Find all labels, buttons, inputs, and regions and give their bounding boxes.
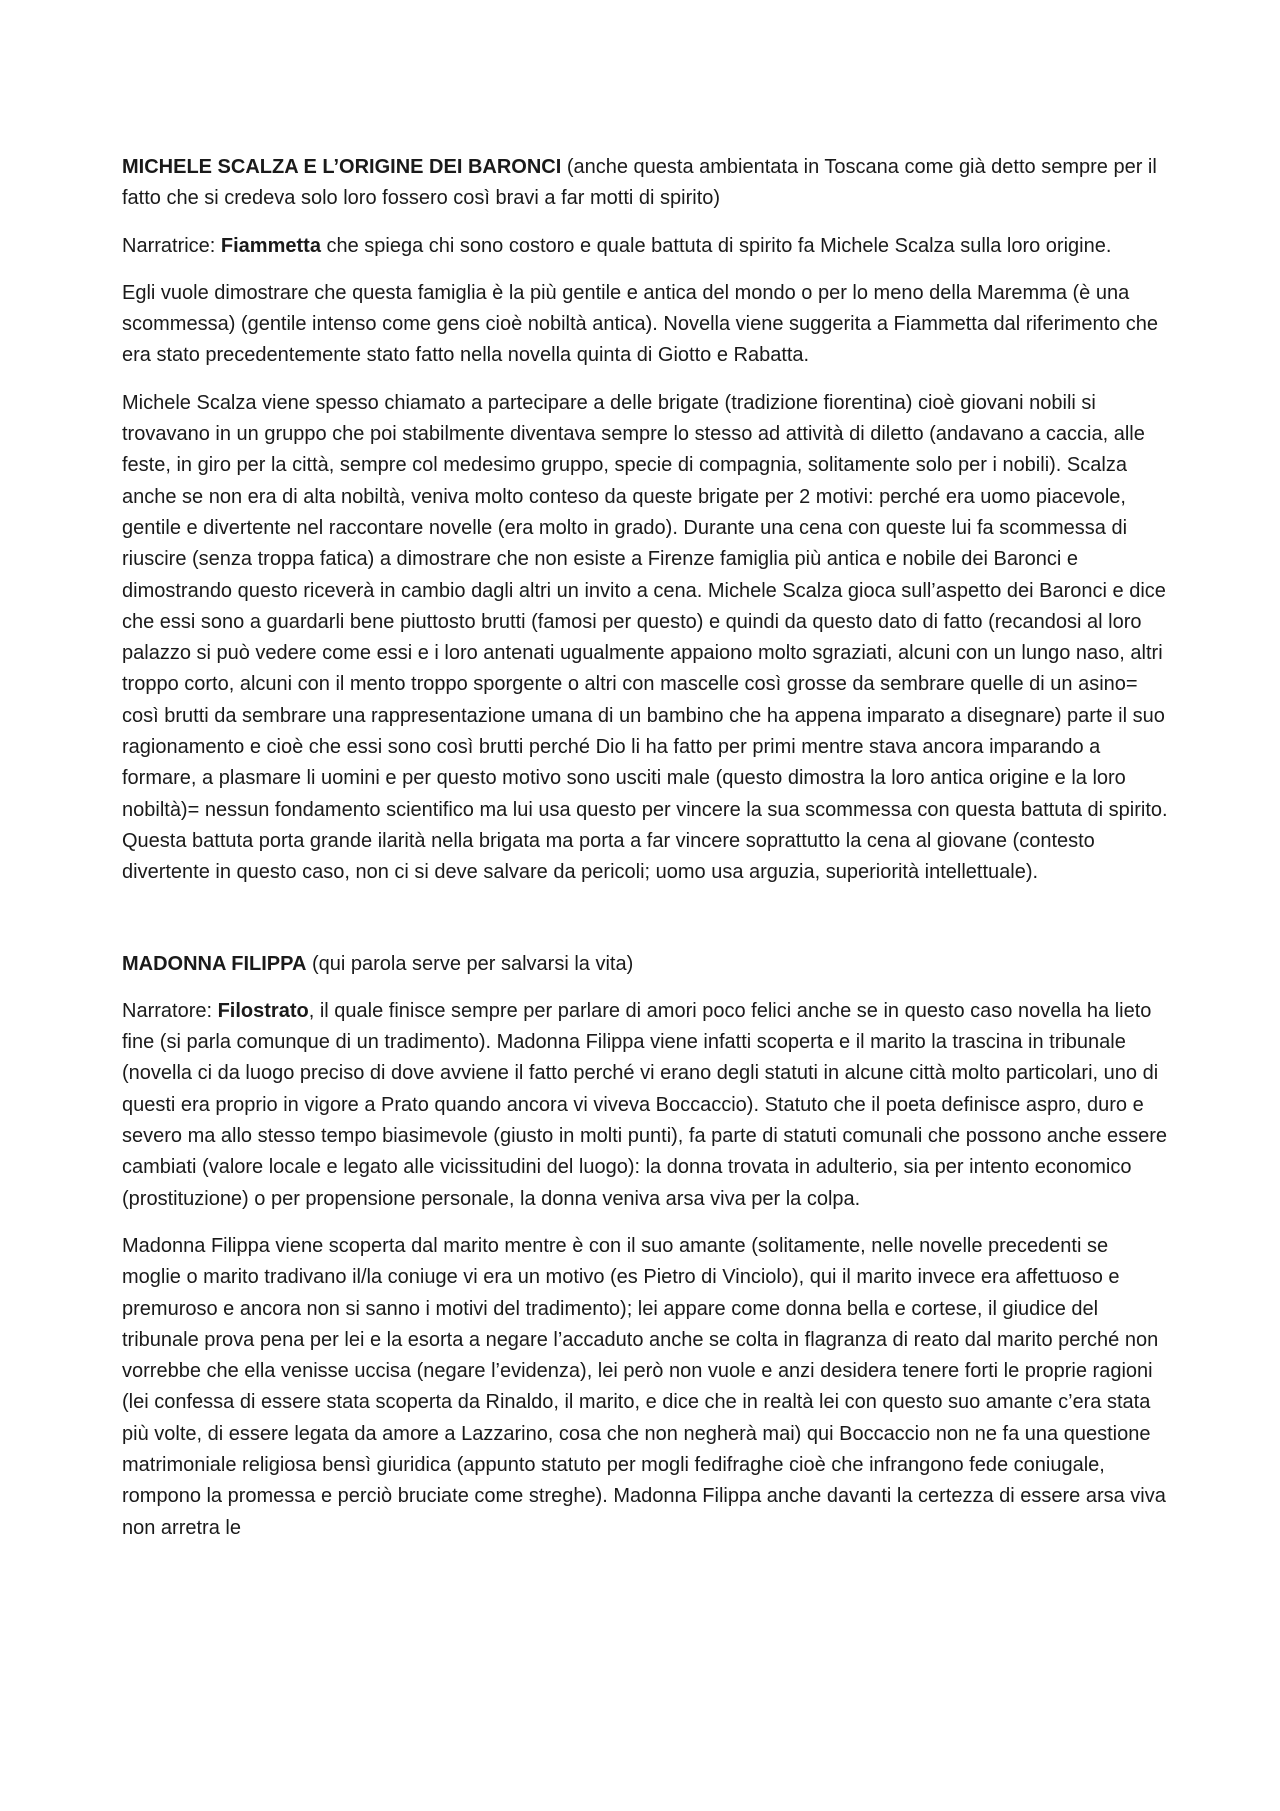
document-page <box>122 152 1170 1560</box>
section-2-narrator-name: Filostrato <box>217 999 309 1022</box>
section-2-paragraph-1: Madonna Filippa viene scoperta dal marito mentre è con il suo amante (solitamente, nelle novelle precedenti se moglie o marito tradivano il/la coniuge vi era un motivo (es Pietro di Vinciolo), qui il marito invece era affettuoso e premuroso e ancora non si sanno i motivi del tradimento); lei appare come donna bella e cortese, il giudice del tribunale prova pena per lei e la esorta a negare l’accaduto anche se colta in flagranza di reato dal marito perché non vorrebbe che ella venisse uccisa (negare l’evidenza), lei però non vuole e anzi desidera tenere forti le proprie ragioni (lei confessa di essere stata scoperta da Rinaldo, il marito, e dice che in realtà lei con questo suo amante c’era stata più volte, di essere legata da amore a Lazzarino, cosa che non negherà mai) qui Boccaccio non ne fa una questione matrimoniale religiosa bensì giuridica (appunto statuto per mogli fedifraghe cioè che infrangono fede coniugale, rompono la promessa e perciò bruciate come streghe). Madonna Filippa anche davanti la certezza di essere arsa viva non arretra le <box>122 1234 1166 1539</box>
section-2-narrator-rest: , il quale finisce sempre per parlare di amori poco felici anche se in questo caso novella ha lieto fine (si parla comunque di un tradimento). Madonna Filippa viene infatti scoperta e il marito la trascina in tribunale (novella ci da luogo preciso di dove avviene il fatto perché vi erano degli statuti in alcune città molto particolari, uno di questi era proprio in vigore a Prato quando ancora vi viveva Boccaccio). Statuto che il poeta definisce aspro, duro e severo ma allo stesso tempo biasimevole (giusto in molti punti), fa parte di statuti comunali che possono anche essere cambiati (valore locale e legato alle vicissitudini del luogo): la donna trovata in adulterio, sia per intento economico (prostituzione) o per propensione personale, la donna veniva arsa viva per la colpa. <box>122 999 1167 1210</box>
section-2-narrator-paragraph <box>122 996 1170 1215</box>
section-1-narrator-rest: che spiega chi sono costoro e quale battuta di spirito fa Michele Scalza sulla loro origine. <box>320 234 1112 257</box>
section-1-heading-note: (anche questa ambientata in Toscana come già detto sempre per il fatto che si credeva solo loro fossero così bravi a far motti di spirito) <box>122 156 1157 210</box>
section-1-heading-paragraph <box>122 152 1170 215</box>
section-2-narrator-label: Narratore: <box>122 999 218 1022</box>
section-1-heading: MICHELE SCALZA E L’ORIGINE DEI BARONCI <box>122 156 562 178</box>
section-1-paragraph-1: Egli vuole dimostrare che questa famiglia è la più gentile e antica del mondo o per lo meno della Maremma (è una scommessa) (gentile intenso come gens cioè nobiltà antica). Novella viene suggerita a Fiammetta dal riferimento che era stato precedentemente stato fatto nella novella quinta di Giotto e Rabatta. <box>122 281 1159 367</box>
section-1-narrator-label: Narratrice: <box>122 234 221 257</box>
section-spacer <box>122 905 1170 949</box>
section-2-heading: MADONNA FILIPPA <box>122 952 307 975</box>
section-2-heading-note: (qui parola serve per salvarsi la vita) <box>306 952 634 975</box>
section-1-narrator-paragraph <box>122 231 1170 262</box>
section-1-narrator-name: Fiammetta <box>220 234 321 257</box>
section-1-paragraph-2: Michele Scalza viene spesso chiamato a partecipare a delle brigate (tradizione fiorentina) cioè giovani nobili si trovavano in un gruppo che poi stabilmente diventava sempre lo stesso ad attività di diletto (andavano a caccia, alle feste, in giro per la città, sempre col medesimo gruppo, specie di compagnia, solitamente solo per i nobili). Scalza anche se non era di alta nobiltà, veniva molto conteso da queste brigate per 2 motivi: perché era uomo piacevole, gentile e divertente nel raccontare novelle (era molto in grado). Durante una cena con queste lui fa scommessa di riuscire (senza troppa fatica) a dimostrare che non esiste a Firenze famiglia più antica e nobile dei Baronci e dimostrando questo riceverà in cambio dagli altri un invito a cena. Michele Scalza gioca sull’aspetto dei Baronci e dice che essi sono a guardarli bene piuttosto brutti (famosi per questo) e quindi da questo dato di fatto (recandosi al loro palazzo si può vedere come essi e i loro antenati ugualmente appaiono molto sgraziati, alcuni con un lungo naso, altri troppo corto, alcuni con il mento troppo sporgente o altri con mascelle così grosse da sembrare quelle di un asino= così brutti da sembrare una rappresentazione umana di un bambino che ha appena imparato a disegnare) parte il suo ragionamento e cioè che essi sono così brutti perché Dio li ha fatto per primi mentre stava ancora imparando a formare, a plasmare li uomini e per questo motivo sono usciti male (questo dimostra la loro antica origine e la loro nobiltà)= nessun fondamento scientifico ma lui usa questo per vincere la sua scommessa con questa battuta di spirito. Questa battuta porta grande ilarità nella brigata ma porta a far vincere soprattutto la cena al giovane (contesto divertente in questo caso, non ci si deve salvare da pericoli; uomo usa arguzia, superiorità intellettuale). <box>122 391 1168 884</box>
section-2-heading-paragraph <box>122 949 1170 980</box>
